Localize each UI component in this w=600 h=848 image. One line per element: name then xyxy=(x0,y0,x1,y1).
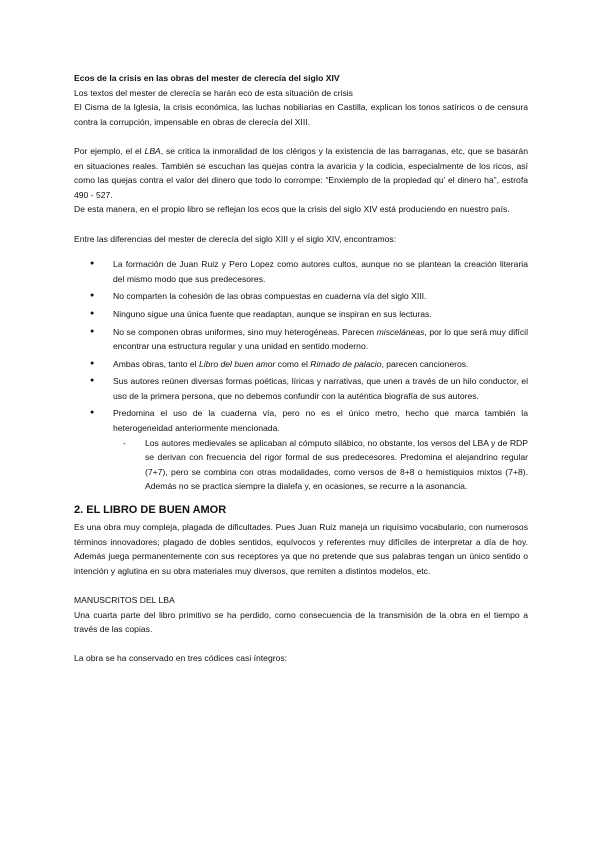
lba-abbrev: LBA xyxy=(144,145,161,156)
list-item: ● No se componen obras uniformes, sino muy heterogéneas. Parecen misceláneas, por lo que será muy difícil encontrar una estructura regular y una unidad en sentido moderno. xyxy=(90,325,528,354)
intro-line: Los textos del mester de clerecía se harán eco de esta situación de crisis xyxy=(74,87,353,98)
list-item: ● Ambas obras, tanto el Libro del buen amor como el Rimado de palacio, parecen cancioneros. xyxy=(90,357,528,372)
sub-list-item: - Los autores medievales se aplicaban al cómputo silábico, no obstante, los versos del LBA y de RDP se derivan con frecuencia del rigor formal de sus predecesores. Predomina el alejandrino regular (7+7), pero se combina con otras modalidades, como versos de 8+8 o hemistiquios mixtos (7+8). Además no se practica siempre la dialefa y, en ocasiones, se recurre a la asonancia. xyxy=(123,436,528,494)
list-item: ● Ninguno sigue una única fuente que readaptan, aunque se inspiran en sus lecturas. xyxy=(90,307,528,322)
sub-list xyxy=(74,436,528,494)
list-item: ● Sus autores reúnen diversas formas poéticas, líricas y narrativas, que unen a través de un hilo conductor, el uso de la primera persona, que no debemos confundir con la auténtica biografía de sus autores. xyxy=(90,374,528,403)
manuscripts-subheading: MANUSCRITOS DEL LBA xyxy=(74,595,175,605)
intro-paragraph: El Cisma de la Iglesia, la crisis económica, las luchas nobiliarias en Castilla, explican los tonos satíricos o de censura contra la corrupción, impensable en obras de clerecía del XIII. xyxy=(74,102,528,127)
differences-list xyxy=(74,257,528,494)
list-item: ● Predomina el uso de la cuaderna vía, pero no es el único metro, hecho que marca también la heterogeneidad anteriormente mencionada. - Los autores medievales se aplicaban al cómputo silábico, no obstante, los versos del LBA y de RDP se derivan con frecuencia del rigor formal de sus predecesores. Predomina el alejandrino regular (7+7), pero se combina con otras modalidades, como versos de 8+8 o hemistiquios mixtos (7+8). Además no se practica siempre la dialefa y, en ocasiones, se recurre a la asonancia. xyxy=(90,406,528,494)
lba-description: Es una obra muy compleja, plagada de dificultades. Pues Juan Ruiz maneja un riquísimo vocabulario, con numerosos términos innovadores; plagado de dobles sentidos, equívocos y referentes muy difíciles de interpretar a día de hoy. Además juega permanentemente con sus receptores ya que no pretende que sus palabras tengan un único sentido o intención y aglutina en su obra materiales muy diversos, que remiten a distintos modelos, etc. xyxy=(74,522,528,576)
section-heading: 2. EL LIBRO DE BUEN AMOR xyxy=(74,504,227,517)
ecos-paragraph: De esta manera, en el propio libro se reflejan los ecos que la crisis del siglo XIV está produciendo en nuestro país. xyxy=(74,204,510,215)
diferencias-paragraph: Entre las diferencias del mester de clerecía del siglo XIII y el siglo XIV, encontramos: xyxy=(74,233,397,244)
section-title: Ecos de la crisis en las obras del mester de clerecía del siglo XIV xyxy=(74,73,340,83)
list-item: ● La formación de Juan Ruiz y Pero Lopez como autores cultos, aunque no se plantean la creación literaria del mismo modo que sus predecesores. xyxy=(90,257,528,286)
manuscripts-paragraph: Una cuarta parte del libro primitivo se ha perdido, como consecuencia de la transmisión de la obra en el tiempo a través de las copias. xyxy=(74,609,528,635)
codices-paragraph: La obra se ha conservado en tres códices casi íntegros: xyxy=(74,653,288,664)
lba-paragraph: Por ejemplo, el el LBA, se critica la inmoralidad de los clérigos y la existencia de las barraganas, etc, que se basarán en situaciones reales. También se escuchan las quejas contra la avaricia y la codicia, especialmente de los ricos, así como las quejas contra el valor del dinero que todo lo corrompe: “Enxiemplo de la propiedad qu’ el dinero ha”, estrofa 490 - 527. xyxy=(74,145,528,200)
list-item: ● No comparten la cohesión de las obras compuestas en cuaderna vía del siglo XIII. xyxy=(90,289,528,304)
